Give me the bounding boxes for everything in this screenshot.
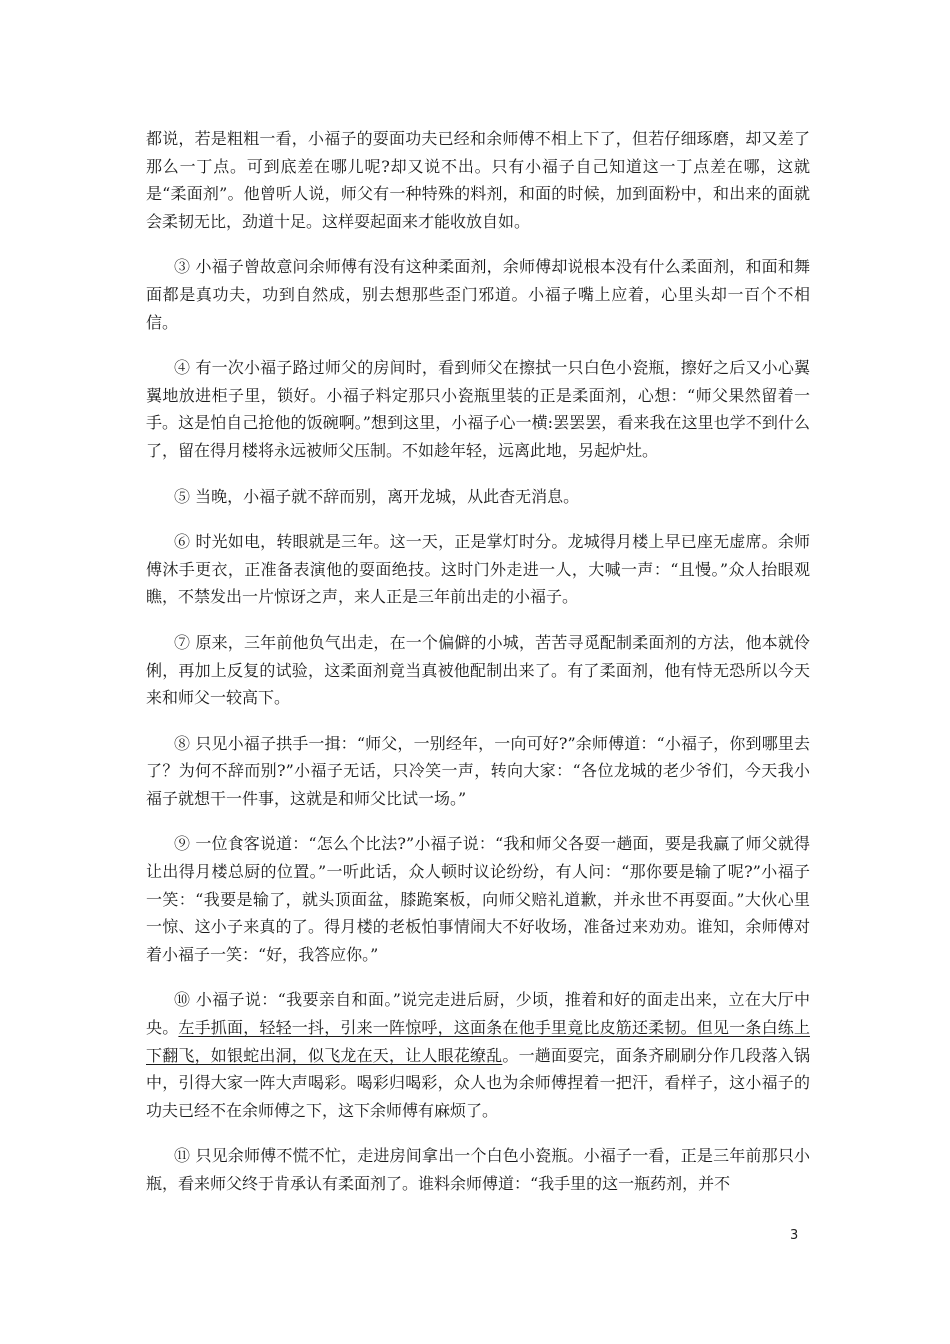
- paragraph-3: ③ 小福子曾故意问余师傅有没有这种柔面剂，余师傅却说根本没有什么柔面剂，和面和舞面都是真功夫，功到自然成，别去想那些歪门邪道。小福子嘴上应着，心里头却一百个不相信。: [146, 257, 810, 332]
- paragraph-10: [146, 986, 810, 1124]
- page-number: 3: [790, 1228, 799, 1243]
- paragraph-4: ④ 有一次小福子路过师父的房间时，看到师父在擦拭一只白色小瓷瓶，擦好之后又小心翼翼地放进柜子里，锁好。小福子料定那只小瓷瓶里装的正是柔面剂，心想：“师父果然留着一手。这是怕自己抢他的饭碗啊。”想到这里，小福子心一横:罢罢罢，看来我在这里也学不到什么了，留在得月楼将永远被师父压制。不如趁年轻，远离此地，另起炉灶。: [146, 358, 810, 460]
- paragraph-9: ⑨ 一位食客说道：“怎么个比法?”小福子说：“我和师父各耍一趟面，要是我赢了师父就得让出得月楼总厨的位置。”一听此话，众人顿时议论纷纷，有人问：“那你要是输了呢?”小福子一笑：“我要是输了，就头顶面盆，膝跪案板，向师父赔礼道歉，并永世不再耍面。”大伙心里一惊、这小子来真的了。得月楼的老板怕事情闹大不好收场，准备过来劝劝。谁知，余师傅对着小福子一笑：“好，我答应你。”: [146, 834, 810, 964]
- paragraph-1: 都说，若是粗粗一看，小福子的耍面功夫已经和余师傅不相上下了，但若仔细琢磨，却又差了那么一丁点。可到底差在哪儿呢?却又说不出。只有小福子自己知道这一丁点差在哪，这就是“柔面剂”。他曾听人说，师父有一种特殊的料剂，和面的时候，加到面粉中，和出来的面就会柔韧无比，劲道十足。这样耍起面来才能收放自如。: [146, 129, 810, 231]
- paragraph-6: ⑥ 时光如电，转眼就是三年。这一天，正是掌灯时分。龙城得月楼上早已座无虚席。余师傅沐手更衣，正准备表演他的耍面绝技。这时门外走进一人，大喊一声：“且慢。”众人抬眼观瞧，不禁发出一片惊讶之声，来人正是三年前出走的小福子。: [146, 532, 810, 607]
- underlined-passage: 左手抓面，轻轻一抖，引来一阵惊呼，这面条在他手里竟比皮筋还柔韧。但见一条白练上下翻飞，如银蛇出洞，似飞龙在天，让人眼花缭乱: [146, 1018, 810, 1065]
- article-body: [146, 125, 810, 1216]
- paragraph-10-text-after: 。一趟面耍完，面条齐刷刷分作几段落入锅中，引得大家一阵大声喝彩。喝彩归喝彩，众人也为余师傅捏着一把汗，看样子，这小福子的功夫已经不在余师傅之下，这下余师傅有麻烦了。: [146, 1045, 810, 1120]
- paragraph-7: ⑦ 原来，三年前他负气出走，在一个偏僻的小城，苦苦寻觅配制柔面剂的方法，他本就伶俐，再加上反复的试验，这柔面剂竟当真被他配制出来了。有了柔面剂，他有恃无恐所以今天来和师父一较高下。: [146, 632, 810, 708]
- paragraph-11: ⑪ 只见余师傅不慌不忙，走进房间拿出一个白色小瓷瓶。小福子一看，正是三年前那只小瓶，看来师父终于肯承认有柔面剂了。谁料余师傅道：“我手里的这一瓶药剂，并不: [146, 1146, 810, 1193]
- paragraph-10-text-before: ⑩ 小福子说：“我要亲自和面。”说完走进后厨，少顷，推着和好的面走出来，立在大厅中央。: [146, 990, 810, 1038]
- paragraph-5: ⑤ 当晚，小福子就不辞而别，离开龙城，从此杳无消息。: [174, 486, 580, 506]
- paragraph-8: ⑧ 只见小福子拱手一揖：“师父，一别经年，一向可好?”余师傅道：“小福子，你到哪里去了？为何不辞而别?”小福子无话，只冷笑一声，转向大家：“各位龙城的老少爷们，今天我小福子就想干一件事，这就是和师父比试一场。”: [146, 733, 810, 808]
